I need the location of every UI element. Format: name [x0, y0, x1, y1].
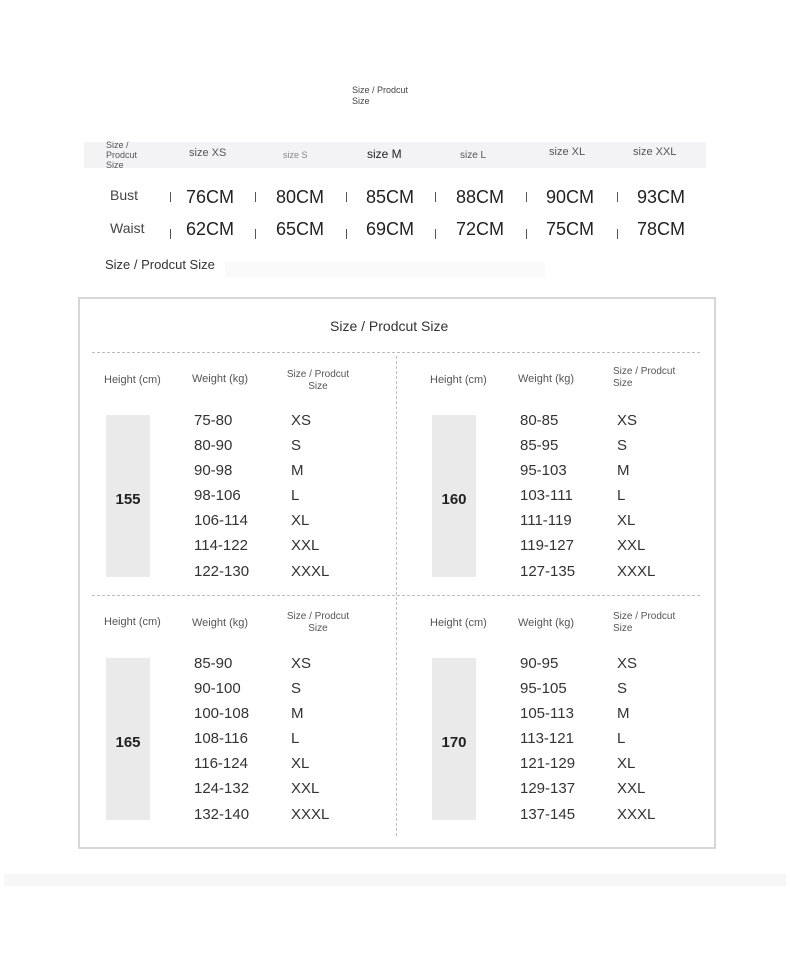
- weight-range: 111-119: [520, 512, 572, 529]
- separator: [170, 229, 171, 239]
- size-value: M: [291, 705, 304, 722]
- weight-range: 95-103: [520, 462, 567, 479]
- separator: [346, 192, 347, 202]
- size-value: S: [617, 680, 628, 697]
- size-value: XXXL: [617, 563, 656, 580]
- height-value: 165: [115, 734, 141, 751]
- height-value: 170: [441, 734, 467, 751]
- weight-range: 122-130: [194, 563, 250, 580]
- weight-range: 95-105: [520, 680, 567, 697]
- weight-range: 108-116: [194, 730, 248, 747]
- waist-xxl: 78CM: [637, 219, 686, 239]
- size-value: L: [291, 730, 300, 747]
- weight-range: 90-95: [520, 655, 559, 672]
- size-header-xl: size XL: [549, 146, 586, 158]
- row-label-waist: Waist: [110, 220, 145, 236]
- bust-xl: 90CM: [546, 187, 595, 207]
- weight-range: 100-108: [194, 705, 250, 722]
- separator: [526, 192, 527, 202]
- weight-range: 90-98: [194, 462, 233, 479]
- waist-xl: 75CM: [546, 219, 595, 239]
- col-weight-label: Weight (kg): [192, 617, 249, 629]
- size-header-xs: size XS: [189, 147, 227, 159]
- bust-s: 80CM: [276, 187, 325, 207]
- row-label-bust: Bust: [110, 187, 139, 203]
- size-strip-header-first: Size / Prodcut Size: [106, 140, 138, 170]
- size-value: XXL: [291, 537, 320, 554]
- separator: [435, 229, 436, 239]
- size-value: S: [291, 680, 302, 697]
- weight-range: 106-114: [194, 512, 248, 529]
- separator: [617, 229, 618, 239]
- size-value: M: [617, 462, 630, 479]
- separator: [617, 192, 618, 202]
- weight-range: 129-137: [520, 780, 576, 797]
- size-value: XXL: [617, 780, 646, 797]
- size-value: XS: [617, 412, 638, 429]
- size-value: XXL: [291, 780, 320, 797]
- col-weight-label: Weight (kg): [518, 617, 575, 629]
- weight-range: 80-90: [194, 437, 233, 454]
- separator: [255, 192, 256, 202]
- separator: [435, 192, 436, 202]
- col-height-label: Height (cm): [104, 374, 161, 386]
- size-value: XXXL: [291, 806, 330, 823]
- height-value: 160: [441, 491, 467, 508]
- size-header-s: size S: [283, 150, 308, 160]
- size-value: XS: [291, 412, 312, 429]
- weight-range: 137-145: [520, 806, 576, 823]
- col-size-label: Size / Prodcut Size: [286, 611, 350, 634]
- weight-range: 116-124: [194, 755, 248, 772]
- weight-range: 119-127: [520, 537, 574, 554]
- section-title: Size / Prodcut Size: [105, 257, 215, 272]
- size-value: XXL: [617, 537, 646, 554]
- weight-range: 132-140: [194, 806, 250, 823]
- waist-l: 72CM: [456, 219, 505, 239]
- col-weight-label: Weight (kg): [518, 373, 575, 385]
- col-size-label: Size / Prodcut Size: [613, 366, 676, 389]
- size-value: M: [291, 462, 304, 479]
- size-value: XS: [291, 655, 312, 672]
- separator: [526, 229, 527, 239]
- separator: [346, 229, 347, 239]
- separator: [255, 229, 256, 239]
- col-size-label: Size / Prodcut Size: [613, 611, 676, 634]
- weight-range: 103-111: [520, 487, 573, 504]
- size-value: S: [617, 437, 628, 454]
- weight-range: 114-122: [194, 537, 248, 554]
- col-height-label: Height (cm): [430, 374, 487, 386]
- size-value: L: [617, 487, 626, 504]
- top-title: Size / Prodcut Size: [352, 85, 409, 106]
- weight-range: 105-113: [520, 705, 574, 722]
- size-value: M: [617, 705, 630, 722]
- waist-s: 65CM: [276, 219, 325, 239]
- size-header-l: size L: [460, 150, 487, 161]
- size-value: XL: [617, 512, 636, 529]
- weight-range: 80-85: [520, 412, 559, 429]
- size-value: XL: [291, 512, 310, 529]
- panel-title: Size / Prodcut Size: [330, 318, 449, 334]
- size-header-xxl: size XXL: [633, 146, 677, 158]
- bust-l: 88CM: [456, 187, 505, 207]
- weight-range: 124-132: [194, 780, 250, 797]
- size-value: L: [617, 730, 626, 747]
- weight-range: 98-106: [194, 487, 241, 504]
- divider: [92, 352, 700, 353]
- waist-xs: 62CM: [186, 219, 235, 239]
- bust-m: 85CM: [366, 187, 415, 207]
- col-weight-label: Weight (kg): [192, 373, 249, 385]
- size-value: XS: [617, 655, 638, 672]
- faint-divider: [225, 262, 545, 278]
- size-header-m: size M: [367, 147, 402, 161]
- weight-range: 127-135: [520, 563, 576, 580]
- weight-range: 121-129: [520, 755, 576, 772]
- size-value: S: [291, 437, 302, 454]
- divider: [396, 356, 397, 836]
- col-height-label: Height (cm): [104, 616, 161, 628]
- col-size-label: Size / Prodcut Size: [286, 369, 350, 392]
- size-value: XL: [617, 755, 636, 772]
- size-value: XL: [291, 755, 310, 772]
- height-value: 155: [115, 491, 141, 508]
- weight-range: 113-121: [520, 730, 574, 747]
- col-height-label: Height (cm): [430, 617, 487, 629]
- weight-range: 75-80: [194, 412, 233, 429]
- separator: [170, 192, 171, 202]
- bust-xxl: 93CM: [637, 187, 686, 207]
- bust-xs: 76CM: [186, 187, 235, 207]
- waist-m: 69CM: [366, 219, 415, 239]
- size-value: XXXL: [617, 806, 656, 823]
- size-value: L: [291, 487, 300, 504]
- footer-strip: [4, 874, 786, 886]
- size-value: XXXL: [291, 563, 330, 580]
- weight-range: 85-90: [194, 655, 233, 672]
- weight-range: 85-95: [520, 437, 559, 454]
- weight-range: 90-100: [194, 680, 241, 697]
